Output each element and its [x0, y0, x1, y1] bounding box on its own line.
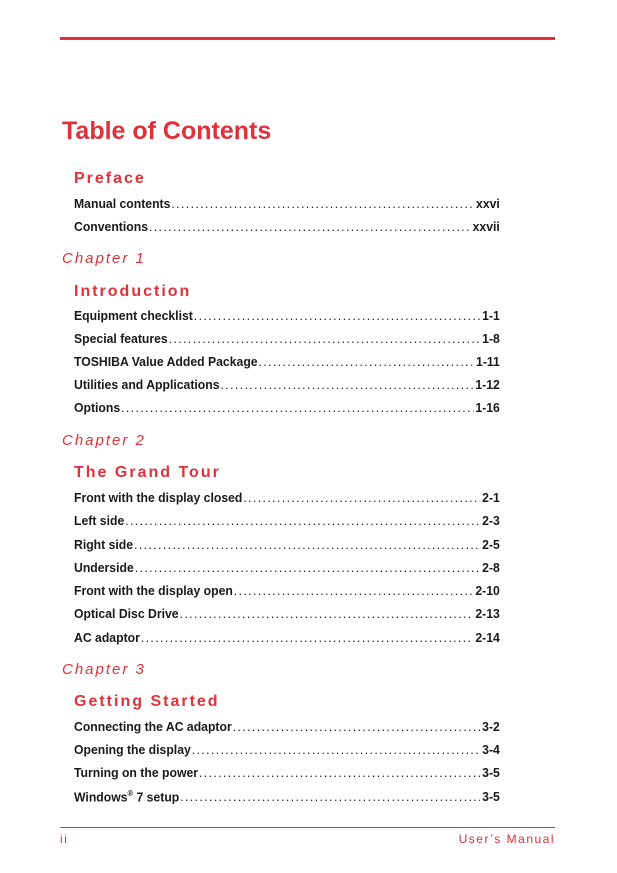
toc-entry[interactable]: [74, 513, 500, 528]
leader-dots: [141, 630, 474, 645]
toc-entry[interactable]: [74, 765, 500, 780]
section-heading-getting-started: Getting Started: [74, 693, 220, 710]
footer-page-number: ii: [60, 832, 69, 846]
toc-entry[interactable]: [74, 400, 500, 415]
toc-entry-page: 2-10: [475, 583, 500, 598]
toc-entry-page: 2-3: [482, 513, 500, 528]
page-title: Table of Contents: [62, 117, 272, 145]
toc-entry[interactable]: [74, 606, 500, 621]
toc-entry-page: 1-8: [482, 331, 500, 346]
toc-entry-page: 1-11: [476, 354, 500, 369]
toc-entry-label: Underside: [74, 560, 134, 575]
toc-entry[interactable]: [74, 789, 500, 804]
header-rule: [60, 37, 555, 40]
toc-entry[interactable]: [74, 377, 500, 392]
toc-entry-label: Conventions: [74, 219, 149, 234]
toc-entry[interactable]: [74, 537, 500, 552]
toc-entry-label: Left side: [74, 513, 125, 528]
toc-entry[interactable]: [74, 719, 500, 734]
leader-dots: [149, 219, 471, 234]
toc-entry-label-rest: 7 setup: [133, 789, 180, 805]
toc-entry[interactable]: [74, 354, 500, 369]
toc-entry[interactable]: [74, 630, 500, 645]
toc-entry-label: Manual contents: [74, 196, 171, 211]
leader-dots: [234, 583, 474, 598]
toc-entry-label: Turning on the power: [74, 765, 199, 780]
chapter-label-3: Chapter 3: [62, 661, 146, 678]
toc-entry[interactable]: [74, 196, 500, 211]
registered-mark: ®: [127, 789, 134, 798]
chapter-label-2: Chapter 2: [62, 432, 146, 449]
toc-entry-page: 3-5: [482, 789, 500, 805]
leader-dots: [169, 331, 481, 346]
leader-dots: [135, 560, 481, 575]
toc-entry[interactable]: [74, 331, 500, 346]
toc-entry-page: 1-1: [482, 308, 500, 323]
leader-dots: [192, 742, 481, 757]
toc-entry-label: AC adaptor: [74, 630, 140, 645]
toc-entry[interactable]: [74, 490, 500, 505]
leader-dots: [199, 765, 480, 780]
leader-dots: [194, 308, 480, 323]
leader-dots: [121, 400, 473, 415]
toc-entry-label: [74, 789, 179, 804]
toc-entry-page: 2-13: [475, 606, 500, 621]
toc-entry-page: 2-5: [482, 537, 500, 552]
toc-entry-label-main: Windows: [74, 789, 128, 805]
toc-entry[interactable]: [74, 742, 500, 757]
section-heading-grand-tour: The Grand Tour: [74, 464, 221, 481]
toc-entry-label: Utilities and Applications: [74, 377, 220, 392]
toc-entry-label: Special features: [74, 331, 168, 346]
section-heading-preface: Preface: [74, 170, 146, 187]
toc-entry-page: 1-12: [475, 377, 500, 392]
toc-entry-page: 3-5: [482, 765, 500, 780]
footer-manual-name: User’s Manual: [458, 832, 555, 846]
toc-entry-label: Front with the display closed: [74, 490, 243, 505]
leader-dots: [180, 789, 480, 804]
toc-entry-page: 3-2: [482, 719, 500, 734]
toc-entry-page: 2-8: [482, 560, 500, 575]
toc-entry[interactable]: [74, 560, 500, 575]
footer-rule: [60, 827, 555, 828]
toc-entry-page: 3-4: [482, 742, 500, 757]
leader-dots: [134, 537, 480, 552]
toc-entry-page: 2-14: [475, 630, 500, 645]
toc-entry-label: Right side: [74, 537, 134, 552]
chapter-label-1: Chapter 1: [62, 250, 146, 267]
leader-dots: [180, 606, 474, 621]
leader-dots: [243, 490, 480, 505]
leader-dots: [233, 719, 481, 734]
leader-dots: [171, 196, 474, 211]
leader-dots: [125, 513, 480, 528]
toc-entry-page: 1-16: [475, 400, 500, 415]
toc-entry[interactable]: [74, 308, 500, 323]
toc-entry-label: TOSHIBA Value Added Package: [74, 354, 258, 369]
toc-entry-page: xxvi: [476, 196, 500, 211]
leader-dots: [259, 354, 475, 369]
toc-entry-page: xxvii: [472, 219, 500, 234]
toc-entry[interactable]: [74, 583, 500, 598]
toc-entry[interactable]: [74, 219, 500, 234]
toc-entry-label: Front with the display open: [74, 583, 233, 598]
toc-entry-label: Opening the display: [74, 742, 191, 757]
toc-entry-label: Optical Disc Drive: [74, 606, 179, 621]
toc-entry-label: Equipment checklist: [74, 308, 193, 323]
leader-dots: [220, 377, 473, 392]
toc-entry-label: Options: [74, 400, 121, 415]
section-heading-introduction: Introduction: [74, 283, 192, 300]
toc-entry-label: Connecting the AC adaptor: [74, 719, 232, 734]
toc-entry-page: 2-1: [482, 490, 500, 505]
